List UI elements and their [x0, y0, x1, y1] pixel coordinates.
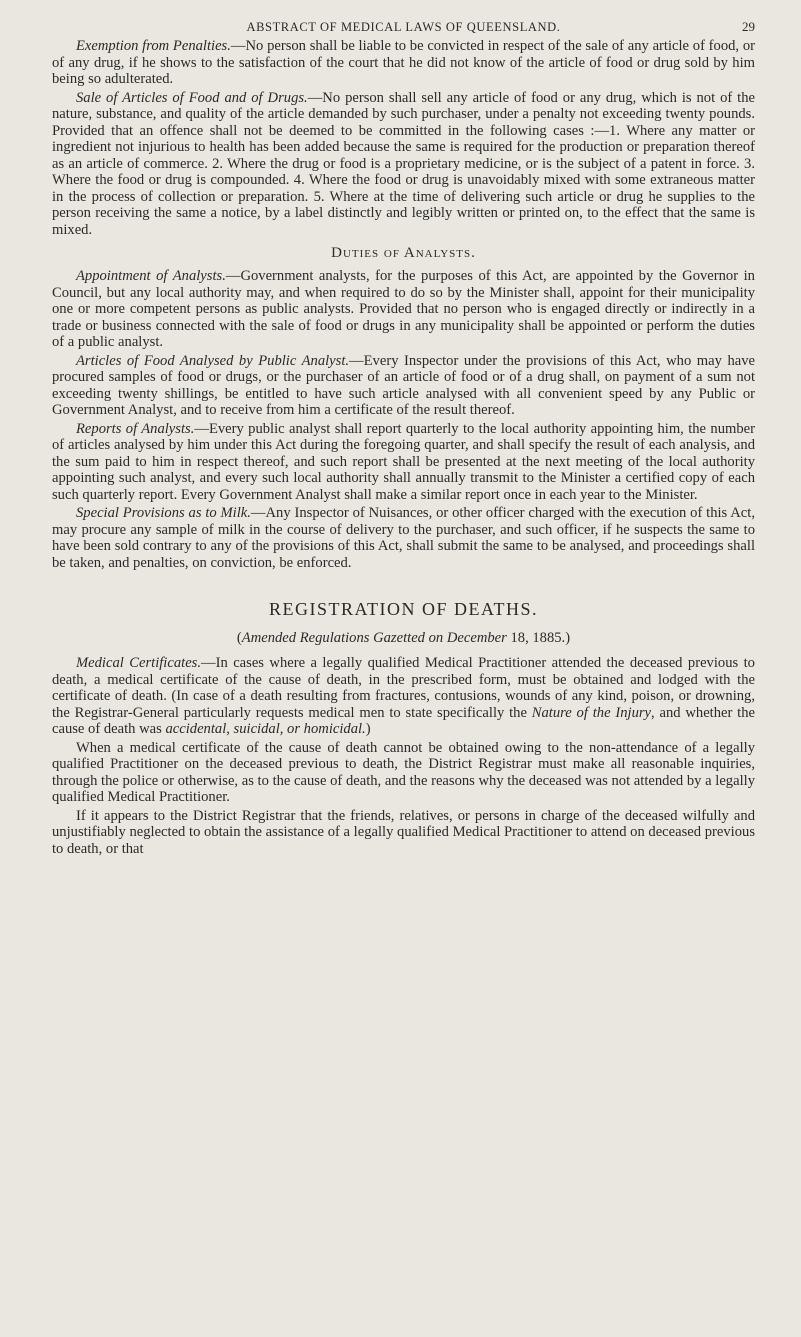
- side-heading-exemption: Exemption from Penalties.: [76, 38, 231, 54]
- paragraph-non-attendance: When a medical certificate of the cause of death cannot be obtained owing to the non-attendance of a legally qualified Practitioner on the deceased previous to death, the District Registrar must make all reasonable inquiries, through the police or otherwise, as to the cause of death, and the reasons why the deceased was not attended by a legally qualified Medical Practitioner.: [52, 739, 755, 805]
- paragraph-text: —Every public analyst shall report quarterly to the local authority appointing him, the number of articles analysed by him under this Act during the foregoing quarter, and shall specify the result of each analysis, and the sum paid to him in respect thereof, and such report shall be presented at the next meeting of the local authority appointing such analyst, and every such local authority shall annually transmit to the Minister a certified copy of each such quarterly report. Every Government Analyst shall make a similar report once in each year to the Minister.: [52, 420, 755, 503]
- paragraph-text: —No person shall be liable to be convicted in respect of the sale of any article of food, or of any drug, if he shows to the satisfaction of the court that he did not know of the article of food or drug sold by him being so adulterated.: [52, 38, 755, 87]
- paragraph-sale: [52, 90, 755, 239]
- running-title: ABSTRACT OF MEDICAL LAWS OF QUEENSLAND.: [246, 20, 561, 34]
- page-number: 29: [742, 19, 755, 34]
- section-subtitle: (Amended Regulations Gazetted on December 18, 1885.): [236, 630, 571, 646]
- paragraph-text: —Every Inspector under the provisions of this Act, who may have procured samples of food or drugs, or the purchaser of an article of food or of a drug shall, on payment of a sum not exceeding twenty shillings, be entitled to have such article analysed with all convenient speed by any Public or Government Analyst, and to receive from him a certificate of the result thereof.: [52, 352, 755, 418]
- section-title-registration: REGISTRATION OF DEATHS.: [268, 599, 538, 619]
- paragraph-text: —No person shall sell any article of food or any drug, which is not of the nature, substance, and quality of the article demanded by such purchaser, under a penalty not exceeding twenty pounds. Provided that an offence shall not be deemed to be committed in the following cases :—1. Where any matter or ingredient not injurious to health has been added because the same is required for the production or preparation thereof as an article of commerce. 2. Where the drug or food is a proprietary medicine, or is the subject of a patent in force. 3. Where the food or drug is compounded. 4. Where the food or drug is unavoidably mixed with some extraneous matter in the process of collection or preparation. 5. Where at the time of delivering such article or drug he supplies to the person receiving the same a notice, by a label distinctly and legibly written or printed on, to the effect that the same is mixed.: [52, 89, 755, 238]
- side-heading-appointment: Appointment of Analysts.: [76, 268, 226, 284]
- side-heading-milk: Special Provisions as to Milk.: [76, 505, 251, 521]
- paragraph-certificates: Medical Certificates.—In cases where a legally qualified Medical Practitioner attended the deceased previous to death, a medical certificate of the cause of death, in the prescribed form, must be obtained and lodged with the certificate of death. (In case of a death resulting from fractures, contusions, wounds of any kind, poison, or drowning, the Registrar-General particularly requests medical men to state specifically the Nature of the Injury, and whether the cause of death was accidental, suicidal, or homicidal.): [52, 655, 756, 737]
- paragraph-text: —Government analysts, for the purposes of this Act, are appointed by the Governor in Council, but any local authority may, and when required to do so by the Minister shall, appoint for their municipality one or more competent persons as public analysts. Provided that no person who is engaged directly or indirectly in a trade or business connected with the sale of food or drugs in any municipality shall be appointed or perform the duties of a public analyst.: [52, 268, 755, 350]
- side-heading-sale: Sale of Articles of Food and of Drugs.: [76, 89, 308, 106]
- paragraph-text: —Any Inspector of Nuisances, or other officer charged with the execution of this Act, may procure any sample of milk in the course of delivery to the purchaser, and such officer, if he suspects the same to have been sold contrary to any of the provisions of this Act, shall submit the same to be analysed, and proceedings shall be taken, and penalties, on conviction, be enforced.: [52, 505, 755, 571]
- paragraph-milk: [52, 505, 755, 571]
- paragraph-exemption: [52, 38, 755, 88]
- side-heading-articles: Articles of Food Analysed by Public Analyst.: [76, 352, 350, 369]
- side-heading-reports: Reports of Analysts.: [76, 420, 195, 437]
- paragraph-neglect: If it appears to the District Registrar that the friends, relatives, or persons in charge of the deceased wilfully and unjustifiably neglected to obtain the assistance of a legally qualified Medical Practitioner to attend on deceased previous to death, or that: [52, 807, 755, 857]
- paragraph-reports: [52, 421, 755, 504]
- side-heading-certificates: Medical Certificates.: [76, 655, 201, 671]
- paragraph-articles: [52, 353, 755, 419]
- paragraph-appointment: [52, 268, 755, 351]
- section-heading-duties: Duties of Analysts.: [331, 245, 476, 261]
- running-header: [52, 16, 755, 38]
